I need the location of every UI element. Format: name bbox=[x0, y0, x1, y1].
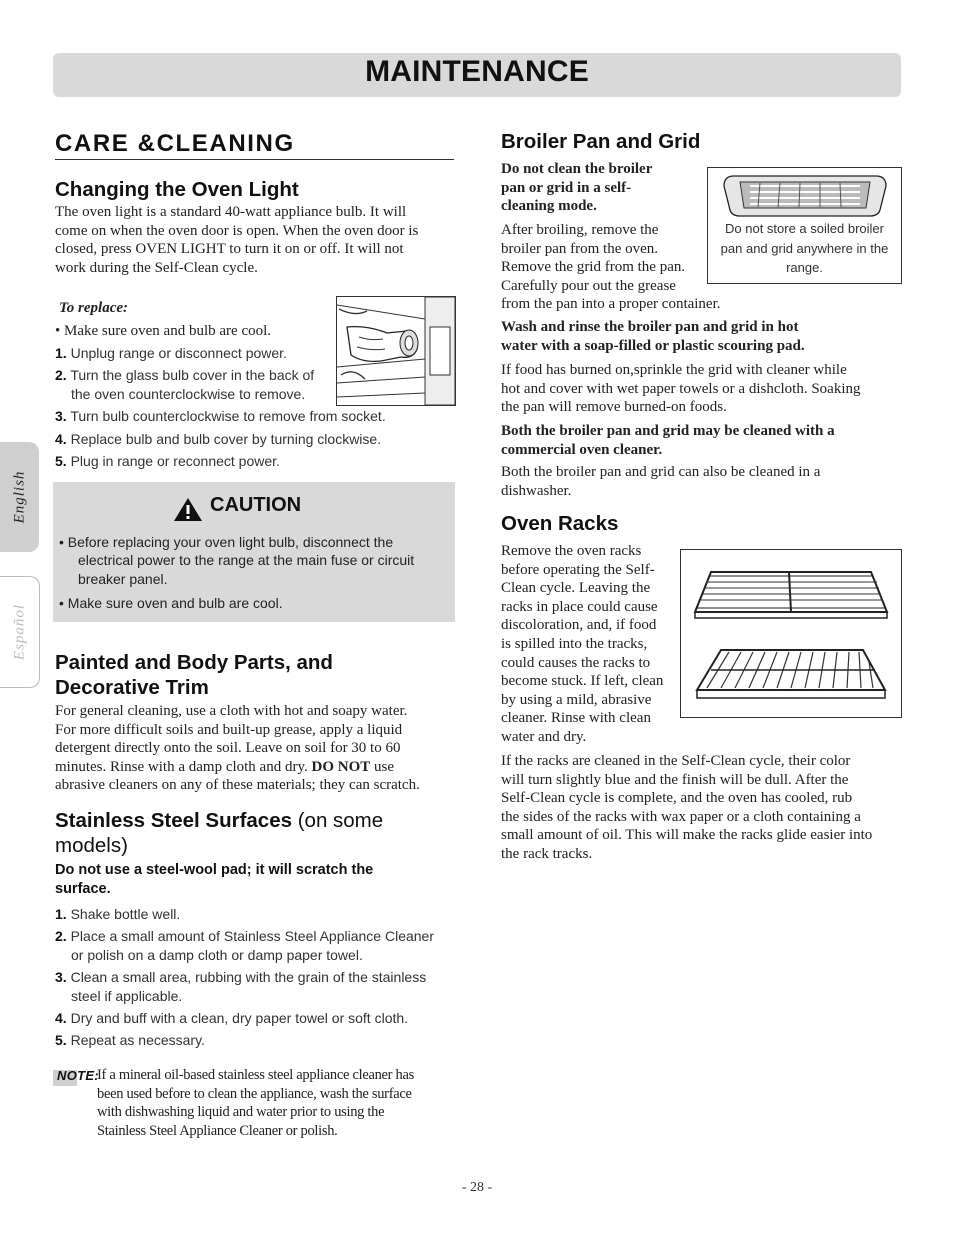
text-line: racks in place could cause bbox=[501, 598, 658, 615]
stainless-heading: Stainless Steel Surfaces (on some models) bbox=[55, 809, 384, 857]
text-line: Self-Clean cycle is complete, and the oven has cooled, rub bbox=[501, 790, 853, 807]
text-line: could causes the racks to bbox=[501, 654, 651, 671]
to-replace-label: To replace: bbox=[59, 300, 129, 316]
broiler-warning bbox=[501, 160, 652, 216]
text-line: If food has burned on,sprinkle the grid with cleaner while bbox=[501, 362, 847, 378]
broiler-heading: Broiler Pan and Grid bbox=[501, 130, 701, 153]
text-line: abrasive cleaners on any of these materials; they can scratch. bbox=[55, 777, 420, 794]
text-line: cleaner. Rinse with clean bbox=[501, 710, 651, 727]
text-line: If the racks are cleaned in the Self-Clean cycle, their color bbox=[501, 753, 851, 769]
text-line: will turn slightly blue and the finish will be dull. After the bbox=[501, 771, 849, 788]
painted-heading: Painted and Body Parts, and Decorative Trim bbox=[55, 651, 333, 699]
text-line: For general cleaning, use a cloth with hot and soapy water. bbox=[55, 703, 408, 719]
stainless-warning bbox=[55, 861, 373, 899]
note-badge bbox=[53, 1068, 99, 1086]
stainless-steps bbox=[55, 905, 459, 1050]
list-item: 5. Repeat as necessary. bbox=[55, 1032, 205, 1049]
text-line: dishwasher. bbox=[501, 482, 572, 499]
racks-paragraph-2 bbox=[501, 752, 901, 864]
list-item: 4. Dry and buff with a clean, dry paper towel or soft cloth. bbox=[55, 1010, 409, 1027]
text-line: from the pan into a proper container. bbox=[501, 296, 721, 313]
text-line: been used before to clean the appliance, wash the surface bbox=[97, 1085, 412, 1102]
text-line: closed, press OVEN LIGHT to turn it on or off. It will not bbox=[55, 241, 404, 258]
text-line: work during the Self-Clean cycle. bbox=[55, 259, 258, 276]
text-line: water with a soap-filled or plastic scouring pad. bbox=[501, 337, 805, 354]
section-divider bbox=[55, 159, 454, 160]
list-item: 2. Turn the glass bulb cover in the back of the oven counterclockwise to remove. bbox=[55, 367, 315, 402]
list-item: 1. Unplug range or disconnect power. bbox=[55, 345, 287, 361]
caution-list bbox=[59, 533, 449, 613]
caution-box bbox=[53, 482, 455, 622]
text-line: before operating the Self- bbox=[501, 561, 655, 578]
racks-paragraph-1 bbox=[501, 542, 679, 747]
text-line: If a mineral oil-based stainless steel appliance cleaner has bbox=[97, 1067, 414, 1083]
text-line: surface. bbox=[55, 881, 111, 897]
text-line: For more difficult soils and built-up grease, apply a liquid bbox=[55, 721, 403, 738]
tab-espanol-label: Español bbox=[11, 603, 27, 661]
list-item: 5. Plug in range or reconnect power. bbox=[55, 453, 280, 470]
text-line: the rack tracks. bbox=[501, 845, 593, 862]
warning-triangle-icon bbox=[173, 497, 203, 522]
text-line: Wash and rinse the broiler pan and grid in hot bbox=[501, 319, 799, 335]
broiler-oven-cleaner-note bbox=[501, 422, 835, 459]
list-item: 3. Clean a small area, rubbing with the grain of the stainless steel if applicable. bbox=[55, 969, 427, 1004]
text-line: water and dry. bbox=[501, 728, 587, 745]
text-line: pan or grid in a self- bbox=[501, 179, 632, 196]
page-title: MAINTENANCE bbox=[365, 55, 589, 88]
section-title: CARE &CLEANING bbox=[55, 130, 295, 157]
text-line: the pan will remove burned-on foods. bbox=[501, 399, 727, 416]
text-line: Do not clean the broiler bbox=[501, 161, 653, 177]
text-line: Carefully pour out the grease bbox=[501, 277, 676, 294]
broiler-paragraph-2 bbox=[501, 361, 861, 417]
text-line: Remove the oven racks bbox=[501, 543, 642, 559]
text-line: Both the broiler pan and grid may be cleaned with a bbox=[501, 423, 835, 439]
broiler-pan-icon bbox=[720, 172, 890, 218]
text-line: Do not store a soiled broiler bbox=[725, 221, 884, 236]
oven-rack-icon bbox=[681, 550, 901, 717]
list-item: 2. Place a small amount of Stainless Steel Appliance Cleaner or polish on a damp cloth or damp paper towel. bbox=[55, 928, 435, 963]
text-line: After broiling, remove the bbox=[501, 222, 659, 238]
tab-english[interactable] bbox=[0, 442, 39, 552]
caution-title: CAUTION bbox=[210, 494, 302, 516]
text-line: Clean cycle. Leaving the bbox=[501, 580, 651, 597]
text-line: is spilled into the tracks, bbox=[501, 635, 648, 652]
list-item: 3. Turn bulb counterclockwise to remove from socket. bbox=[55, 408, 386, 425]
text-line: discoloration, and, if food bbox=[501, 617, 657, 634]
text-line: Do not use a steel-wool pad; it will scratch the bbox=[55, 862, 374, 878]
text-line: become stuck. If left, clean bbox=[501, 673, 664, 690]
broiler-paragraph-3 bbox=[501, 463, 820, 500]
page-number: - 28 - bbox=[461, 1180, 493, 1195]
text-line: by using a mild, abrasive bbox=[501, 691, 652, 708]
list-item: • Before replacing your oven light bulb, disconnect the electrical power to the range at the main fuse or circuit breaker panel. bbox=[59, 534, 415, 587]
broiler-wash-instruction bbox=[501, 318, 805, 355]
text-line: small amount of oil. This will make the racks glide easier into bbox=[501, 827, 873, 844]
text-line: Stainless Steel Appliance Cleaner or polish. bbox=[97, 1123, 338, 1140]
header-banner bbox=[53, 53, 901, 97]
text-line: with dishwashing liquid and water prior to using the bbox=[97, 1104, 385, 1121]
text-line: hot and cover with wet paper towels or a dishcloth. Soaking bbox=[501, 380, 861, 397]
list-item: • Make sure oven and bulb are cool. bbox=[59, 595, 283, 612]
text-line: commercial oven cleaner. bbox=[501, 441, 663, 458]
cool-bullet: • Make sure oven and bulb are cool. bbox=[55, 323, 272, 339]
note-label: NOTE: bbox=[57, 1068, 99, 1083]
list-item: 1. Shake bottle well. bbox=[55, 906, 181, 922]
oven-light-steps bbox=[55, 344, 455, 470]
list-item: 4. Replace bulb and bulb cover by turning clockwise. bbox=[55, 430, 382, 447]
oven-light-heading: Changing the Oven Light bbox=[55, 178, 299, 201]
text-line: The oven light is a standard 40-watt appliance bulb. It will bbox=[55, 204, 407, 220]
broiler-paragraph-1 bbox=[501, 221, 751, 314]
note-text bbox=[97, 1066, 457, 1141]
oven-racks-illustration bbox=[680, 549, 902, 718]
text-line: Both the broiler pan and grid can also be cleaned in a bbox=[501, 464, 821, 480]
tab-espanol[interactable] bbox=[0, 576, 40, 688]
tab-english-label: English bbox=[11, 470, 27, 524]
text-line: cleaning mode. bbox=[501, 198, 597, 215]
text-line: come on when the oven door is open. When the oven door is bbox=[55, 222, 419, 239]
painted-paragraph bbox=[55, 702, 455, 795]
text-line: range. bbox=[786, 260, 823, 275]
oven-racks-heading: Oven Racks bbox=[501, 512, 619, 535]
text-line: detergent directly onto the soil. Leave on soil for 30 to 60 bbox=[55, 740, 401, 757]
text-line: pan and grid anywhere in the bbox=[720, 240, 889, 256]
text-line: broiler pan from the oven. bbox=[501, 240, 659, 257]
oven-light-intro bbox=[55, 203, 455, 277]
text-line: the sides of the racks with wax paper or a cloth containing a bbox=[501, 808, 861, 825]
text-line: Remove the grid from the pan. bbox=[501, 259, 686, 276]
text-line: minutes. Rinse with a damp cloth and dry. DO NOT use bbox=[55, 758, 395, 775]
